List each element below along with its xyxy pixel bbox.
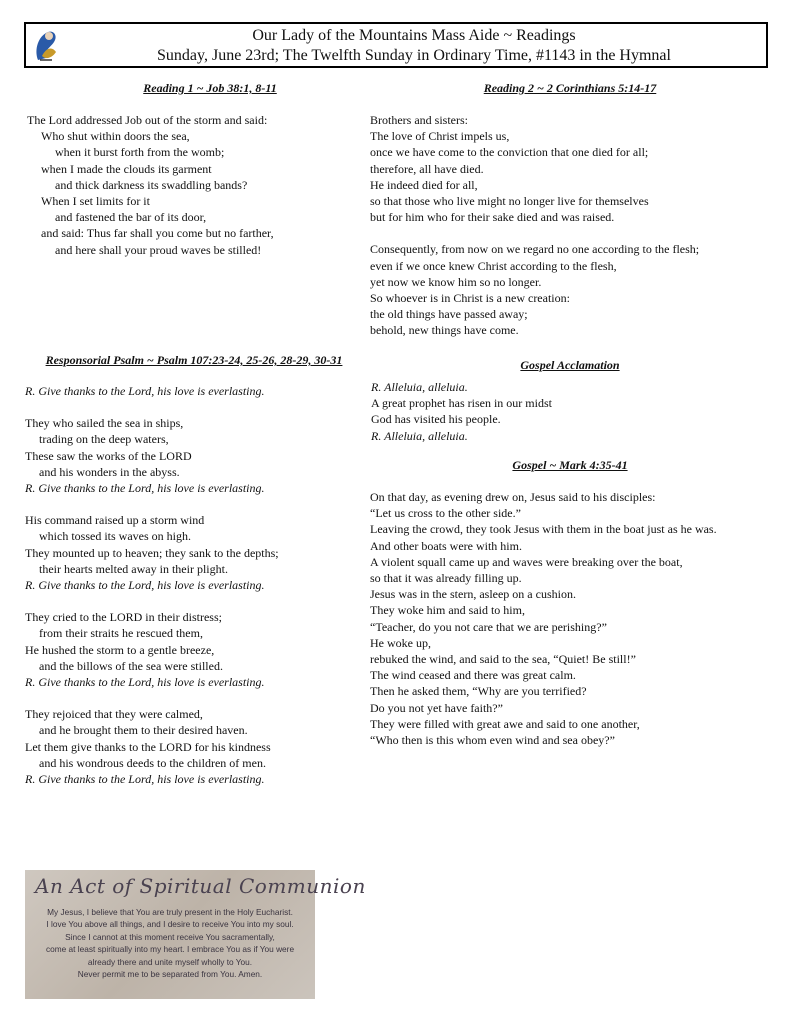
psalm-title: Responsorial Psalm ~ Psalm 107:23-24, 25-26, 28-29, 30-31 — [45, 353, 343, 367]
text-line: Since I cannot at this moment receive You sacramentally, — [65, 931, 275, 942]
text-line: They were filled with great awe and said to one another, — [370, 716, 640, 731]
madonna-logo-icon — [30, 26, 62, 64]
text-line: and said: Thus far shall you come but no farther, — [41, 226, 274, 241]
reading1-text — [27, 112, 274, 258]
reading2-title: Reading 2 ~ 2 Corinthians 5:14-17 — [483, 81, 657, 95]
text-line: yet now we know him so no longer. — [370, 274, 542, 289]
psalm-response: R. Give thanks to the Lord, his love is everlasting. — [25, 772, 265, 787]
text-line: And other boats were with him. — [370, 538, 522, 553]
text-line: They woke him and said to him, — [370, 603, 525, 618]
text-line: Leaving the crowd, they took Jesus with them in the boat just as he was. — [370, 522, 717, 537]
alleluia-line: R. Alleluia, alleluia. — [371, 380, 468, 394]
text-line: Let them give thanks to the LORD for his kindness — [25, 739, 271, 754]
text-line: and the billows of the sea were stilled. — [39, 658, 223, 673]
text-line: so that it was already filling up. — [370, 571, 522, 586]
text-line: Do you not yet have faith?” — [370, 700, 503, 715]
psalm-response: R. Give thanks to the Lord, his love is everlasting. — [25, 481, 265, 496]
text-line: Brothers and sisters: — [370, 113, 468, 127]
text-line: The Lord addressed Job out of the storm and said: — [27, 113, 268, 127]
psalm-response: R. Give thanks to the Lord, his love is everlasting. — [25, 675, 265, 690]
text-line: When I set limits for it — [41, 194, 150, 209]
text-line: once we have come to the conviction that one died for all; — [370, 145, 649, 160]
text-line: They who sailed the sea in ships, — [25, 416, 184, 431]
text-line: My Jesus, I believe that You are truly present in the Holy Eucharist. — [47, 907, 293, 917]
text-line: He woke up, — [370, 635, 431, 650]
header-subtitle: Sunday, June 23rd; The Twelfth Sunday in Ordinary Time, #1143 in the Hymnal — [157, 47, 671, 64]
text-line: rebuked the wind, and said to the sea, “Quiet! Be still!” — [370, 652, 636, 667]
spiritual-communion-card — [25, 870, 366, 999]
text-line: but for him who for their sake died and was raised. — [370, 210, 615, 225]
header-box — [24, 22, 768, 68]
text-line: “Who then is this whom even wind and sea obey?” — [370, 733, 615, 748]
text-line: and here shall your proud waves be stilled! — [55, 242, 262, 257]
text-line: A violent squall came up and waves were breaking over the boat, — [370, 554, 683, 569]
text-line: so that those who live might no longer live for themselves — [370, 194, 649, 209]
reading2-text — [370, 112, 699, 339]
text-line: and he brought them to their desired haven. — [39, 723, 248, 738]
gospel-text — [370, 489, 717, 748]
text-line: Then he asked them, “Why are you terrified? — [370, 684, 587, 699]
text-line: behold, new things have come. — [370, 323, 519, 338]
acclamation-title: Gospel Acclamation — [520, 358, 620, 372]
text-line: when it burst forth from the womb; — [55, 145, 225, 160]
text-line: “Teacher, do you not care that we are perishing?” — [370, 619, 607, 634]
text-line: come at least spiritually into my heart. I embrace You as if You were — [45, 944, 295, 955]
text-line: even if we once knew Christ according to the flesh, — [370, 258, 617, 273]
text-line: and his wondrous deeds to the children of men. — [39, 755, 266, 770]
text-line: God has visited his people. — [371, 412, 501, 427]
text-line: “Let us cross to the other side.” — [370, 506, 521, 521]
psalm-response: R. Give thanks to the Lord, his love is everlasting. — [25, 384, 265, 398]
text-line: which tossed its waves on high. — [39, 529, 191, 544]
text-line: trading on the deep waters, — [39, 432, 169, 447]
text-line: therefore, all have died. — [370, 161, 484, 176]
text-line: I love You above all things, and I desire to receive You into my soul. — [46, 919, 294, 930]
text-line: A great prophet has risen in our midst — [371, 396, 552, 411]
text-line: The love of Christ impels us, — [370, 129, 510, 144]
card-text — [31, 906, 309, 980]
text-line: The wind ceased and there was great calm. — [370, 668, 576, 683]
text-line: They rejoiced that they were calmed, — [25, 707, 203, 722]
psalm-text — [25, 383, 279, 787]
text-line: His command raised up a storm wind — [25, 513, 205, 528]
text-line: Who shut within doors the sea, — [41, 129, 190, 144]
text-line: On that day, as evening drew on, Jesus said to his disciples: — [370, 490, 656, 504]
text-line: the old things have passed away; — [370, 307, 528, 322]
text-line: So whoever is in Christ is a new creation: — [370, 291, 570, 306]
text-line: These saw the works of the LORD — [25, 448, 192, 463]
text-line: He hushed the storm to a gentle breeze, — [25, 642, 215, 657]
acclamation-text — [371, 379, 552, 444]
header-title: Our Lady of the Mountains Mass Aide ~ Readings — [252, 27, 576, 44]
text-line: already there and unite myself wholly to You. — [87, 956, 253, 967]
text-line: They cried to the LORD in their distress; — [25, 610, 222, 625]
text-line: They mounted up to heaven; they sank to the depths; — [25, 545, 279, 560]
text-line: when I made the clouds its garment — [41, 161, 212, 176]
text-line: their hearts melted away in their plight. — [39, 561, 228, 576]
text-line: and thick darkness its swaddling bands? — [55, 177, 248, 192]
text-line: He indeed died for all, — [370, 177, 478, 192]
text-line: and fastened the bar of its door, — [55, 210, 207, 225]
gospel-title: Gospel ~ Mark 4:35-41 — [512, 458, 628, 472]
psalm-response: R. Give thanks to the Lord, his love is everlasting. — [25, 578, 265, 593]
reading1-title: Reading 1 ~ Job 38:1, 8-11 — [143, 81, 277, 95]
alleluia-line: R. Alleluia, alleluia. — [371, 428, 468, 443]
text-line: Jesus was in the stern, asleep on a cushion. — [370, 587, 576, 602]
text-line: from their straits he rescued them, — [39, 626, 203, 641]
text-line: Consequently, from now on we regard no one according to the flesh; — [370, 242, 700, 257]
text-line: and his wonders in the abyss. — [39, 464, 180, 479]
card-title: An Act of Spiritual Communion — [35, 874, 366, 898]
text-line: Never permit me to be separated from You. Amen. — [77, 969, 263, 980]
